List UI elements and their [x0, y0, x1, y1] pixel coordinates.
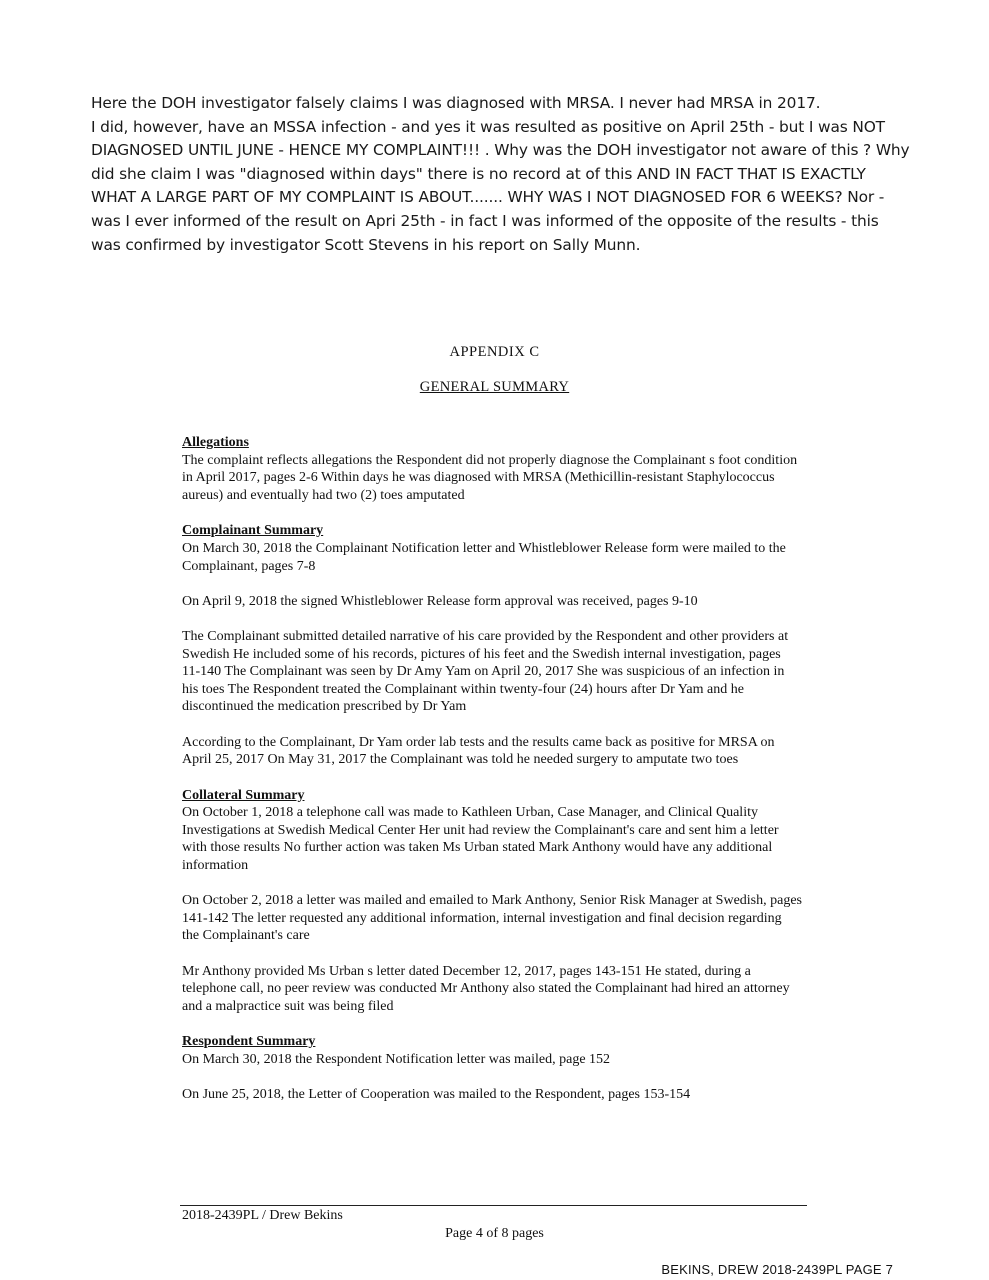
collateral-text-3: Mr Anthony provided Ms Urban s letter dated December 12, 2017, pages 143-151 He stated, during a telephone call, no peer review was conducted Mr Anthony also stated the Complainant had hired an attorney and a malpractice suit was being filed [182, 963, 790, 1014]
collateral-section [182, 787, 802, 1016]
respondent-text-2: On June 25, 2018, the Letter of Cooperation was mailed to the Respondent, pages 153-154 [182, 1087, 691, 1103]
complainant-text-4: According to the Complainant, Dr Yam order lab tests and the results came back as positive for MRSA on April 25, 2017 On May 31, 2017 the Complainant was told he needed surgery to amputate two toes [182, 734, 775, 768]
complainant-text-2: On April 9, 2018 the signed Whistleblower Release form approval was received, pages 9-10 [182, 593, 698, 609]
allegations-heading: Allegations [182, 435, 249, 450]
footer-page-number: Page 4 of 8 pages [445, 1226, 544, 1241]
footer-case-id: 2018-2439PL / Drew Bekins [182, 1208, 343, 1223]
appendix-subtitle-text: GENERAL SUMMARY [419, 379, 570, 395]
footer-divider [180, 1205, 807, 1206]
general-summary [182, 434, 802, 1121]
complainant-text-1: On March 30, 2018 the Complainant Notification letter and Whistleblower Release form were mailed to the Complainant, pages 7-8 [182, 540, 786, 574]
note-paragraph: I did, however, have an MSSA infection - and yes it was resulted as positive on April 25th - but I was NOT DIAGNOSED UNTIL JUNE - HENCE MY COMPLAINT!!! . Why was the DOH investigator not aware of this ? Why did she claim I was "diagnosed within days" there is no record at of this AND IN FACT THAT IS EXACTLY WHAT A LARGE PART OF MY COMPLAINT IS ABOUT....... WHY WAS I NOT DIAGNOSED FOR 6 WEEKS? Nor - was I ever informed of the result on Apri 25th - in fact I was informed of the opposite of the results - this was confirmed by investigator Scott Stevens in his report on Sally Munn. [91, 117, 910, 254]
collateral-text-1: On October 1, 2018 a telephone call was made to Kathleen Urban, Case Manager, and Clinical Quality Investigations at Swedish Medical Center Her unit had review the Complainant's care and sent him a letter with those results No further action was taken Ms Urban stated Mark Anthony would have any additional information [182, 805, 779, 874]
appendix-subtitle [0, 379, 989, 396]
bates-stamp: BEKINS, DREW 2018-2439PL PAGE 7 [661, 1262, 893, 1277]
complainant-section [182, 522, 802, 768]
respondent-section [182, 1033, 802, 1103]
complainant-heading: Complainant Summary [182, 523, 324, 539]
complainant-text-3: The Complainant submitted detailed narrative of his care provided by the Respondent and other providers at Swedish He included some of his records, pictures of his feet and the Swedish internal investigation, pages 11-140 The Complainant was seen by Dr Amy Yam on April 20, 2017 She was suspicious of an infection in his toes The Respondent treated the Complainant within twenty-four (24) hours after Dr Yam and he discontinued the medication prescribed by Dr Yam [182, 628, 789, 715]
note-first-line: Here the DOH investigator falsely claims I was diagnosed with MRSA. I never had MRSA in 2017. [91, 94, 821, 112]
handwritten-note [91, 92, 911, 257]
allegations-text: The complaint reflects allegations the Respondent did not properly diagnose the Complainant s foot condition in April 2017, pages 2-6 Within days he was diagnosed with MRSA (Methicillin-resistant Staphylococcus aureus) and eventually had two (2) toes amputated [182, 452, 798, 503]
allegations-section [182, 434, 802, 504]
collateral-text-2: On October 2, 2018 a letter was mailed and emailed to Mark Anthony, Senior Risk Manager at Swedish, pages 141-142 The letter requested any additional information, internal investigation and final decision regarding the Complainant's care [182, 893, 803, 944]
appendix-title: APPENDIX C [449, 344, 540, 360]
respondent-text-1: On March 30, 2018 the Respondent Notification letter was mailed, page 152 [182, 1052, 611, 1067]
respondent-heading: Respondent Summary [182, 1034, 316, 1050]
collateral-heading: Collateral Summary [182, 787, 305, 803]
